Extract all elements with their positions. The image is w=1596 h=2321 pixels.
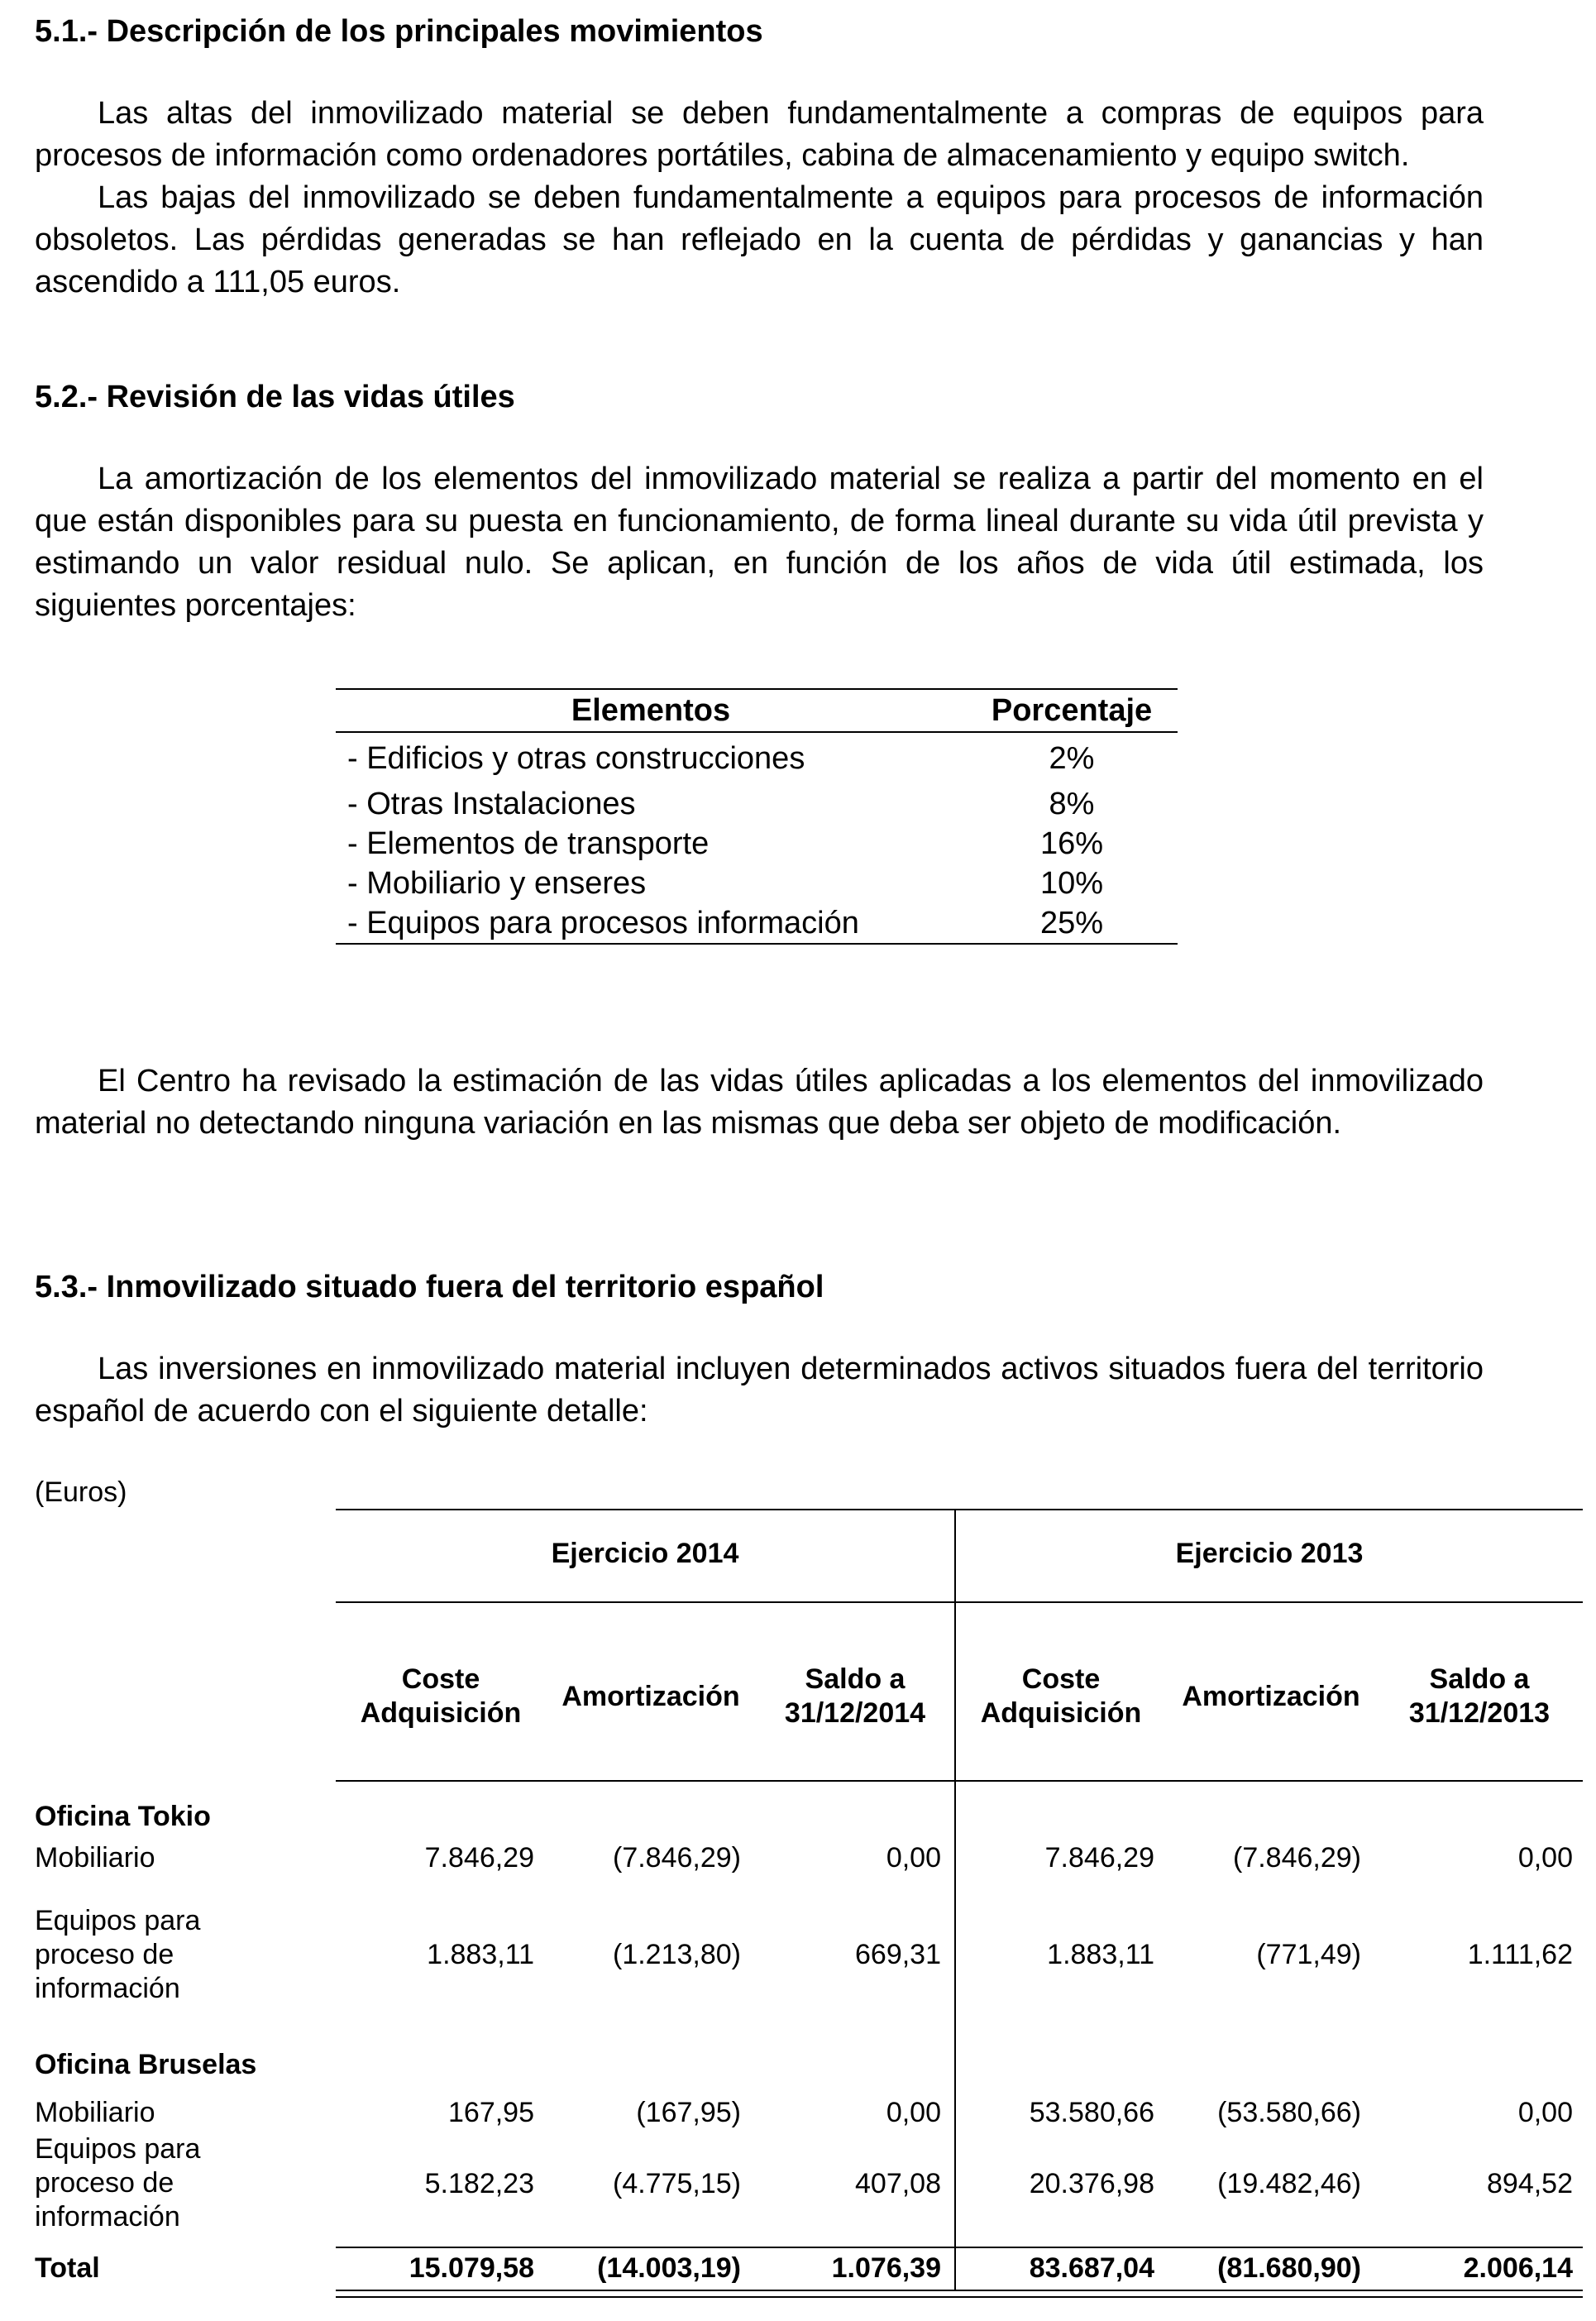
col-header-line: Saldo a [805,1663,906,1695]
row-label-mobiliario: Mobiliario [35,1842,155,1874]
row-label-total: Total [35,2252,100,2284]
col-header-saldo-2013 [1376,1663,1583,1730]
value-cell: (53.580,66) [1217,2097,1361,2128]
element-label: - Equipos para procesos información [336,903,966,944]
section-heading-5-2: 5.2.- Revisión de las vidas útiles [35,380,515,414]
column-header-elements: Elementos [336,689,966,732]
value-cell: 669,31 [855,1939,941,1970]
total-cell: 2.006,14 [1463,2252,1573,2284]
percent-value: 8% [1049,787,1095,821]
value-cell: 53.580,66 [1029,2097,1154,2128]
value-cell: 0,00 [1517,2097,1573,2128]
row-label-line: información [35,2201,180,2232]
section-heading-5-1: 5.1.- Descripción de los principales movimientos [35,14,763,49]
col-header-coste-2014 [336,1663,546,1730]
total-cell: (81.680,90) [1217,2252,1361,2284]
col-header-line: Coste [1021,1663,1101,1695]
row-label-line: Equipos para [35,2133,201,2165]
section-heading-5-3: 5.3.- Inmovilizado situado fuera del territorio español [35,1270,824,1304]
total-cell: (14.003,19) [597,2252,741,2284]
table-header-rule [336,1780,1583,1782]
table-row [336,903,1178,944]
value-cell: 1.883,11 [1047,1939,1154,1970]
col-header-amort-2014: Amortización [561,1681,740,1712]
percent-value: 2% [1049,741,1095,776]
value-cell: 7.846,29 [424,1842,534,1874]
element-label: - Mobiliario y enseres [347,866,647,901]
value-cell: 0,00 [886,1842,941,1874]
row-label-line: información [35,1973,180,2004]
total-cell: 15.079,58 [409,2252,534,2284]
col-header-line: Adquisición [980,1697,1142,1729]
percent-value: 16% [1039,826,1104,861]
col-header-line: 31/12/2013 [1408,1697,1551,1729]
col-header-line: Adquisición [360,1697,522,1729]
element-label: - Edificios y otras construcciones [347,741,805,776]
value-cell: 894,52 [1487,2168,1573,2199]
table-top-rule [336,1509,1583,1510]
row-label-line: proceso de [35,2167,174,2199]
percent-value: 25% [966,903,1178,944]
year-2013-header: Ejercicio 2013 [1175,1538,1364,1569]
column-header-percent: Porcentaje [966,689,1178,732]
table-bottom-rule-1 [336,2290,1583,2291]
value-cell: 1.111,62 [1467,1939,1573,1970]
value-cell: (19.482,46) [1217,2168,1361,2199]
group-label-bruselas: Oficina Bruselas [35,2049,257,2080]
table-total-rule [336,2247,1583,2248]
year-2014-header: Ejercicio 2014 [551,1538,739,1569]
value-cell: 20.376,98 [1029,2168,1154,2199]
unit-label: (Euros) [35,1476,127,1508]
table-row [336,864,1178,903]
row-label-equipos [35,2132,200,2234]
value-cell: 1.883,11 [427,1939,534,1970]
value-cell: 407,08 [855,2168,941,2199]
col-header-line: Saldo a [1429,1663,1530,1695]
col-header-amort-2013: Amortización [1182,1681,1360,1712]
value-cell: 7.846,29 [1044,1842,1154,1874]
row-label-mobiliario: Mobiliario [35,2097,155,2128]
value-cell: (1.213,80) [613,1939,741,1970]
element-label: - Otras Instalaciones [347,787,636,821]
table-row [336,824,1178,864]
section-5-2-paragraph-1: La amortización de los elementos del inmovilizado material se realiza a partir del momento en el que están disponibles para su puesta en funcionamiento, de forma lineal durante su vida útil prevista y estimando un valor residual nulo. Se aplican, en función de los años de vida útil estimada, los siguientes porcentajes: [35,462,1484,623]
col-header-saldo-2014 [756,1663,954,1730]
col-header-line: Coste [401,1663,480,1695]
value-cell: 0,00 [886,2097,941,2128]
total-cell: 1.076,39 [831,2252,941,2284]
section-5-2-paragraph-2: El Centro ha revisado la estimación de las vidas útiles aplicadas a los elementos del inmovilizado material no detectando ninguna variación en las mismas que deba ser objeto de modificación. [35,1064,1484,1141]
value-cell: (7.846,29) [613,1842,741,1874]
element-label: - Elementos de transporte [347,826,710,861]
value-cell: (7.846,29) [1233,1842,1361,1874]
table-bottom-rule-2 [336,2296,1583,2298]
section-5-1-paragraph-1: Las altas del inmovilizado material se deben fundamentalmente a compras de equipos para procesos de información como ordenadores portátiles, cabina de almacenamiento y equipo switch. [35,96,1484,173]
table-year-rule [336,1601,1583,1603]
col-header-coste-2013 [956,1663,1166,1730]
value-cell: (4.775,15) [613,2168,741,2199]
value-cell: (167,95) [636,2097,741,2128]
table-header-row [336,689,1178,732]
value-cell: 167,95 [448,2097,534,2128]
percent-value: 10% [1039,866,1104,901]
row-label-line: Equipos para [35,1905,201,1936]
section-5-1-paragraph-2: Las bajas del inmovilizado se deben fundamentalmente a equipos para procesos de información obsoletos. Las pérdidas generadas se han reflejado en la cuenta de pérdidas y ganancias y han ascendido a 111,05 euros. [35,180,1484,299]
depreciation-rates-table [336,688,1178,945]
value-cell: 0,00 [1517,1842,1573,1874]
col-header-line: 31/12/2014 [784,1697,926,1729]
foreign-assets-table [35,1509,1583,2303]
value-cell: (771,49) [1256,1939,1361,1970]
total-cell: 83.687,04 [1029,2252,1154,2284]
row-label-equipos [35,1904,200,2006]
value-cell: 5.182,23 [424,2168,534,2199]
table-row [336,732,1178,784]
row-label-line: proceso de [35,1939,174,1970]
section-5-3-paragraph-1: Las inversiones en inmovilizado material incluyen determinados activos situados fuera del territorio español de acuerdo con el siguiente detalle: [35,1352,1484,1428]
group-label-tokio: Oficina Tokio [35,1801,211,1832]
table-row [336,784,1178,824]
